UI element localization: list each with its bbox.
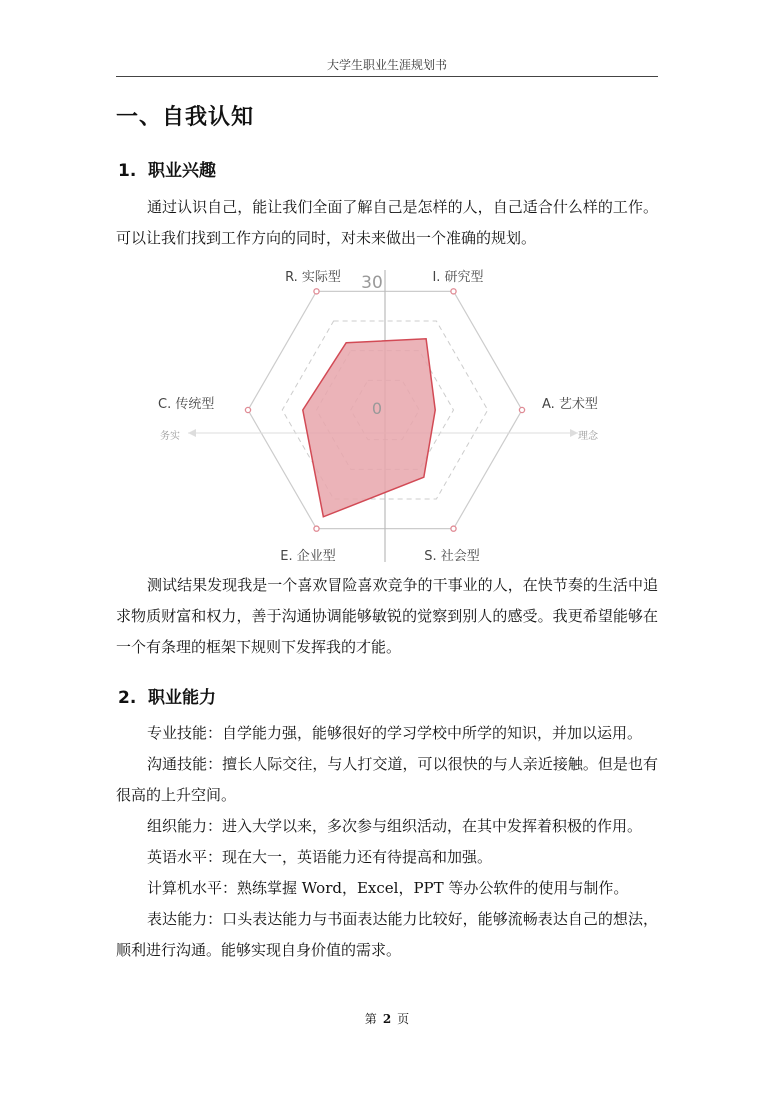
ability-text-english: 英语水平：现在大一，英语能力还有待提高和加强。 [147,848,493,866]
radar-vertex-marker [314,289,319,294]
right-arrow-icon [570,429,578,437]
footer-suffix: 页 [397,1012,410,1026]
ability-heading [118,683,216,708]
axis-label-i: I. 研究型 [432,270,484,285]
ability-item [116,904,658,966]
ability-text-expression: 表达能力：口头表达能力与书面表达能力比较好，能够流畅表达自己的想法，顺利进行沟通。能够实现自身价值的需求。 [116,910,658,959]
ability-text-organization: 组织能力：进入大学以来，多次参与组织活动，在其中发挥着积极的作用。 [147,817,643,835]
page-number: 2 [382,1012,392,1026]
interest-text-1: 通过认识自己，能让我们全面了解自己是怎样的人，自己适合什么样的工作。可以让我们找到工作方向的同时，对未来做出一个准确的规划。 [116,198,658,247]
ability-item [116,811,658,842]
ability-text-communication: 沟通技能：擅长人际交往，与人打交道，可以很快的与人亲近接触。但是也有很高的上升空间。 [116,755,658,804]
ability-item [116,718,658,749]
left-pole-label: 务实 [160,431,180,442]
radar-chart-svg [150,262,620,572]
interest-paragraph-2 [116,570,658,663]
interest-text-2: 测试结果发现我是一个喜欢冒险喜欢竞争的干事业的人，在快节奏的生活中追求物质财富和权力，善于沟通协调能够敏锐的觉察到别人的感受。我更希望能够在一个有条理的框架下规则下发挥我的才能。 [116,576,658,656]
radar-vertex-marker [519,407,524,412]
axis-label-a: A. 艺术型 [542,397,598,412]
header-divider [116,76,658,77]
radar-vertex-marker [314,526,319,531]
ability-item [116,749,658,811]
section-title: 一、自我认知 [116,105,255,130]
radar-vertex-marker [451,289,456,294]
page-footer [0,1010,774,1027]
running-header: 大学生职业生涯规划书 [326,58,447,72]
interest-number: 1. [118,161,137,181]
ability-text-computer: 计算机水平：熟练掌握 Word，Excel，PPT 等办公软件的使用与制作。 [147,879,629,897]
ability-item [116,873,658,904]
ability-text-professional: 专业技能：自学能力强，能够很好的学习学校中所学的知识，并加以运用。 [147,724,643,742]
left-arrow-icon [188,429,196,437]
radar-vertex-marker [451,526,456,531]
radar-series [303,339,435,517]
scale-label-max: 30 [361,273,383,293]
interest-heading [118,156,216,181]
radar-vertex-marker [245,407,250,412]
axis-label-e: E. 企业型 [280,549,336,564]
axis-label-r: R. 实际型 [285,270,341,285]
ability-item [116,842,658,873]
footer-prefix: 第 [364,1012,377,1026]
ability-title: 职业能力 [148,688,216,708]
axis-label-s: S. 社会型 [424,549,480,564]
scale-label-min: 0 [371,399,383,418]
right-pole-label: 理念 [578,431,598,442]
ability-number: 2. [118,688,137,708]
radar-chart [150,262,620,572]
interest-title: 职业兴趣 [148,161,216,181]
radar-data-area [303,339,435,517]
interest-paragraph-1 [116,192,658,254]
axis-label-c: C. 传统型 [158,397,215,412]
